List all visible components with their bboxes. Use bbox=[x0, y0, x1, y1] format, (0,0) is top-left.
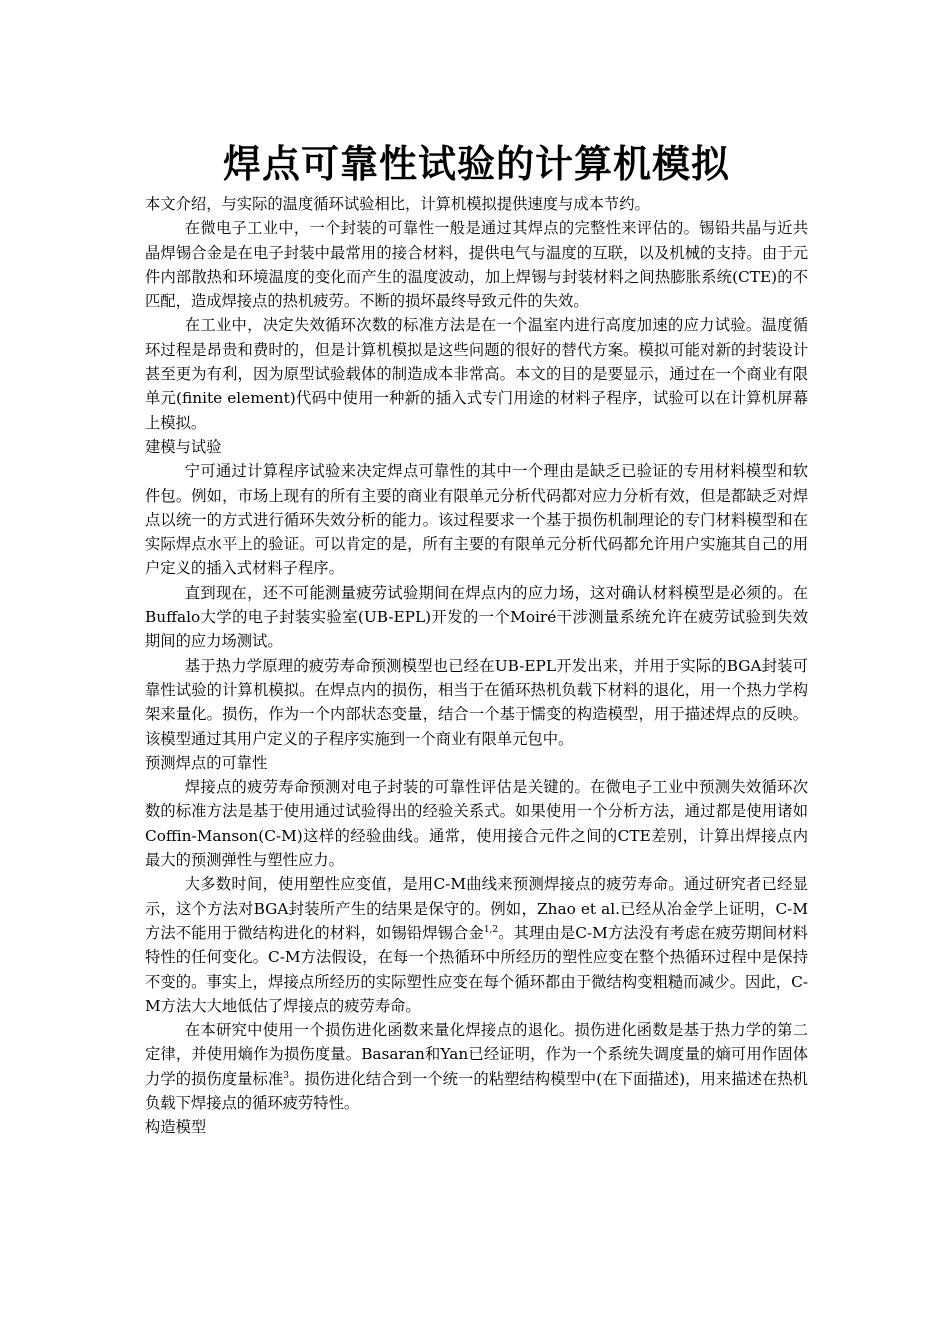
citation-3: 3 bbox=[283, 1070, 289, 1081]
paragraph-8-text-b: 。损伤进化结合到一个统一的粘塑结构模型中(在下面描述)，用来描述在热机负载下焊接点的循环疲劳特性。 bbox=[145, 1069, 808, 1112]
paragraph-7-text-b: 。其理由是C-M方法没有考虑在疲劳期间材料特性的任何变化。C-M方法假设，在每一个热循环中所经历的塑性应变在整个热循环过程中是保持不变的。事实上，焊接点所经历的实际塑性应变在每个循环都由于微结构变粗糙而减少。因此，C-M方法大大地低估了焊接点的疲劳寿命。 bbox=[145, 923, 808, 1015]
section-heading-modeling-testing: 建模与试验 bbox=[145, 437, 222, 456]
paragraph-2: 在工业中，决定失效循环次数的标准方法是在一个温室内进行高度加速的应力试验。温度循环过程是昂贵和费时的，但是计算机模拟是这些问题的很好的替代方案。模拟可能对新的封装设计甚至更为有利，因为原型试验载体的制造成本非常高。本文的目的是要显示，通过在一个商业有限单元(finite element)代码中使用一种新的插入式专门用途的材料子程序，试验可以在计算机屏幕上模拟。 bbox=[145, 316, 808, 432]
citation-1-2: 1,2 bbox=[483, 924, 499, 935]
document-title: 焊点可靠性试验的计算机模拟 bbox=[222, 142, 730, 186]
paragraph-5: 基于热力学原理的疲劳寿命预测模型也已经在UB-EPL开发出来，并用于实际的BGA封装可靠性试验的计算机模拟。在焊点内的损伤，相当于在循环热机负载下材料的退化，用一个热力学构架来量化。损伤，作为一个内部状态变量，结合一个基于懦变的构造模型，用于描述焊点的反映。该模型通过其用户定义的子程序实施到一个商业有限单元包中。 bbox=[145, 656, 808, 748]
document-page bbox=[145, 140, 808, 1140]
section-heading-constitutive-model: 构造模型 bbox=[145, 1118, 207, 1137]
paragraph-1: 在微电子工业中，一个封装的可靠性一般是通过其焊点的完整性来评估的。锡铅共晶与近共晶焊锡合金是在电子封装中最常用的接合材料，提供电气与温度的互联，以及机械的支持。由于元件内部散热和环境温度的变化而产生的温度波动，加上焊锡与封装材料之间热膨胀系统(CTE)的不匹配，造成焊接点的热机疲劳。不断的损坏最终导致元件的失效。 bbox=[145, 219, 808, 311]
paragraph-7-text-a: 大多数时间，使用塑性应变值，是用C-M曲线来预测焊接点的疲劳寿命。通过研究者已经显示，这个方法对BGA封装所产生的结果是保守的。例如，Zhao et al.已经从冶金学上证明，C-M方法不能用于微结构进化的材料，如锡铅焊锡合金 bbox=[145, 875, 808, 942]
paragraph-8 bbox=[145, 1018, 808, 1115]
paragraph-8-text-a: 在本研究中使用一个损伤进化函数来量化焊接点的退化。损伤进化函数是基于热力学的第二定律，并使用熵作为损伤度量。Basaran和Yan已经证明，作为一个系统失调度量的熵可用作固体力学的损伤度量标准 bbox=[145, 1021, 808, 1088]
section-heading-reliability-prediction: 预测焊点的可靠性 bbox=[145, 753, 268, 772]
paragraph-4: 直到现在，还不可能测量疲劳试验期间在焊点内的应力场，这对确认材料模型是必须的。在Buffalo大学的电子封装实验室(UB-EPL)开发的一个Moiré干涉测量系统允许在疲劳试验到失效期间的应力场测试。 bbox=[145, 583, 808, 651]
intro-paragraph: 本文介绍，与实际的温度循环试验相比，计算机模拟提供速度与成本节约。 bbox=[145, 195, 650, 213]
paragraph-7 bbox=[145, 872, 808, 1018]
paragraph-6: 焊接点的疲劳寿命预测对电子封装的可靠性评估是关键的。在微电子工业中预测失效循环次数的标准方法是基于使用通过试验得出的经验关系式。如果使用一个分析方法，通过都是使用诸如Coffin-Manson(C-M)这样的经验曲线。通常，使用接合元件之间的CTE差别，计算出焊接点内最大的预测弹性与塑性应力。 bbox=[145, 778, 808, 870]
paragraph-3: 宁可通过计算程序试验来决定焊点可靠性的其中一个理由是缺乏已验证的专用材料模型和软件包。例如，市场上现有的所有主要的商业有限单元分析代码都对应力分析有效，但是都缺乏对焊点以统一的方式进行循环失效分析的能力。该过程要求一个基于损伤机制理论的专门材料模型和在实际焊点水平上的验证。可以肯定的是，所有主要的有限单元分析代码都允许用户实施其自己的用户定义的插入式材料子程序。 bbox=[145, 462, 808, 578]
